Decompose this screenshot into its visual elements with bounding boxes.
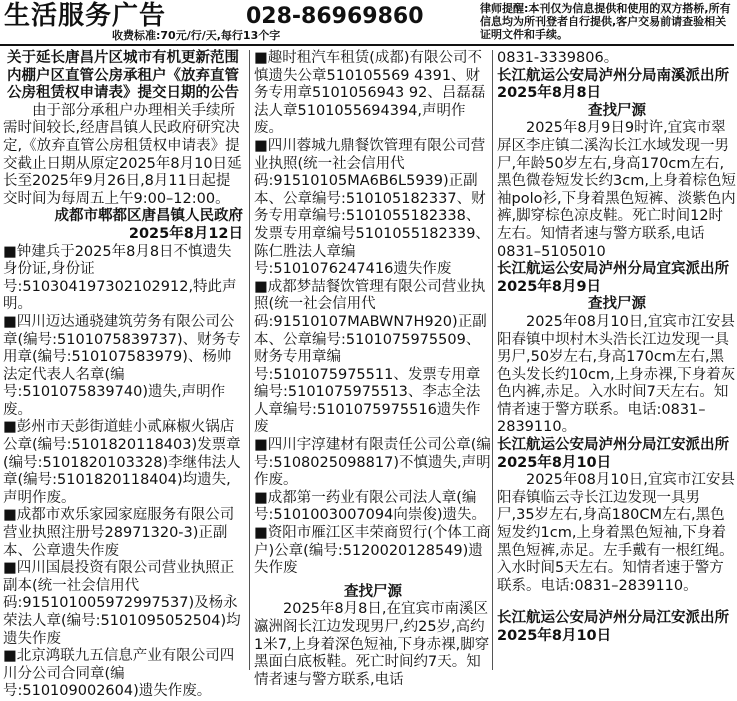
bullet-square-icon: ■: [254, 525, 268, 542]
body-search-title: 查找尸源: [588, 296, 646, 313]
announcement-signer: 成都市郫都区唐昌镇人民政府: [54, 208, 243, 225]
body-search-body: 2025年08月10日,宜宾市江安县阳春镇中坝村木头浩长江边发现一具男尸,50岁左右,身高170cm左右,黑色头发长约10cm,上身赤裸,下身着灰色内裤,赤足。入水时间7天左右。知情者速于警方联系。电话:0831–2839110。: [497, 313, 736, 436]
bullet-square-icon: ■: [3, 419, 17, 436]
bullet-square-icon: ■: [254, 50, 268, 66]
police-org: 长江航运公安局泸州分局南溪派出所 2025年8月8日: [497, 67, 729, 102]
classified-ad: ■四川蓉城九鼎餐饮管理有限公司营业执照(统一社会信用代码:91510105MA6B6L5939)正副本、公章编号:510105182337、财务专用章编号:5101055182338、发票专用章编号5101055182339、陈仁胜法人章编号:5101076247416遗失作废: [254, 137, 490, 278]
bullet-square-icon: ■: [3, 560, 17, 577]
classified-ad: ■钟建兵于2025年8月8日不慎遗失身份证,身份证号:510304197302102912,特此声明。: [3, 243, 237, 313]
police-org: 长江航运公安局泸州分局江安派出所 2025年8月10日: [497, 437, 729, 471]
bullet-square-icon: ■: [254, 137, 268, 154]
classified-ad: ■四川国晨投资有限公司营业执照正副本(统一社会信用代码:915101005972997537)及杨永荣法人章(编号:5101095052504)均遗失作废: [3, 560, 241, 647]
classified-ad: ■彭州市天彭街道蛙小贰麻椒火锅店公章(编号:5101820118403)发票章(编号:5101820103328)李继伟法人章(编号:5101820118404)均遗失,声明作废。: [3, 419, 241, 506]
bullet-square-icon: ■: [3, 313, 17, 330]
classified-ad: ■四川迈达通骁建筑劳务有限公司公章(编号:5101075839737)、财务专用章(编号:510107583979)、杨帅法定代表人名章(编号:5101075839740)遗失,声明作废。: [3, 313, 241, 418]
body-search-title: 查找尸源: [344, 583, 402, 600]
body-search-body: 2025年8月9日9时许,宜宾市翠屏区李庄镇二溪沟长江水域发现一男尸,年龄50岁左右,身高170cm左右,黑色微卷短发长约3cm,上身着棕色短袖polo衫,下身着黑色短裤、淡紫色内裤,脚穿棕色凉皮鞋。死亡时间12时左右。知情者速与警方联系,电话0831–5105010: [497, 120, 736, 260]
body-search-body: 2025年8月8日,在宜宾市南溪区瀛洲阁长江边发现男尸,约25岁,高约1米7,上身着深色短袖,下身赤裸,脚穿黑面白底板鞋。死亡时间约7天。知情者速与警方联系,电话: [254, 601, 490, 688]
classified-ad: ■资阳市雁江区丰荣商贸行(个体工商户)公章(编号:5120020128549)遗失作废: [254, 525, 491, 577]
body-search-body: 2025年08月10日,宜宾市江安县阳春镇临云寺长江边发现一具男尸,35岁左右,身高180CM左右,黑色短发约1cm,上身着黑色短袖,下身着黑色短裤,赤足。左手戴有一根红绳。入水时间5天左右。知情者速于警方联系。电话:0831–2839110。: [497, 472, 735, 594]
hotline-number: 028-86969860: [246, 4, 424, 29]
page-header: [0, 0, 734, 46]
police-notice: [497, 437, 737, 595]
police-notice: [497, 261, 737, 437]
bullet-square-icon: ■: [3, 507, 17, 524]
column-2: [249, 50, 492, 688]
announcement-body: 由于部分承租户办理相关手续所需时间较长,经唐昌镇人民政府研究决定,《放弃直管公房租赁权申请表》提交截止日期从原定2025年8月10日延长至2025年9月26日,8月11日起提交时间为每周五上午9:00–12:00。: [3, 102, 242, 207]
police-org: 长江航运公安局泸州分局江安派出所 2025年8月10日: [497, 609, 729, 644]
announcement-title: 关于延长唐昌片区城市有机更新范围内棚户区直管公房承租户《放弃直管公房租赁权申请表》提交日期的公告: [7, 50, 239, 102]
classified-ad: ■成都梦喆餐饮管理有限公司营业执照(统一社会信用代码:91510107MABWN7H920)正副本、公章编号:5101075975509、财务专用章编号:5101075975511、发票专用章编号:5101075975513、李志全法人章编号:5101075975516遗失作废: [254, 278, 487, 436]
classified-ad: ■成都第一药业有限公司法人章(编号:5101003007094向崇俊)遗失。: [254, 489, 486, 524]
section-title: 生活服务广告: [4, 1, 167, 31]
announcement-date: 2025年8月12日: [128, 225, 243, 242]
police-org: 长江航运公安局泸州分局宜宾派出所 2025年8月9日: [497, 261, 729, 295]
column-3: [492, 50, 737, 670]
announcement: [3, 50, 243, 244]
police-notice: [497, 68, 737, 262]
classified-ad: ■四川宇淳建材有限责任公司公章(编号:5108025098817)不慎遗失,声明作废。: [254, 437, 491, 489]
bullet-square-icon: ■: [3, 648, 17, 665]
bullet-square-icon: ■: [254, 437, 268, 454]
fee-standard: 收费标准:70元/行/天,每行13个字: [112, 29, 281, 42]
classified-ad: ■成都市欢乐家园家庭服务有限公司营业执照注册号28971320-3)正副本、公章遗失作废: [3, 507, 235, 559]
classified-ad: ■趣时租汽车租赁(成都)有限公司不慎遗失公章510105569 4391、财务专用章5101056943 92、吕磊磊法人章5101055694394,声明作废。: [254, 50, 486, 137]
bullet-square-icon: ■: [254, 278, 268, 295]
classified-ad: ■北京鸿联九五信息产业有限公司四川分公司合同章(编号:510109002604)遗失作废。: [3, 648, 235, 700]
contact-phone: 0831-3339806。: [497, 50, 619, 66]
bullet-square-icon: ■: [254, 489, 268, 506]
column-1: [3, 50, 243, 700]
body-search-notice: [254, 584, 492, 690]
bullet-square-icon: ■: [3, 243, 17, 260]
body-search-title: 查找尸源: [588, 102, 646, 119]
lawyer-notice: 律师提醒:本刊仅为信息提供和使用的双方搭桥,所有信息均为所刊登者自行提供,客户交易前请查验相关证明文件和手续。: [480, 2, 731, 41]
